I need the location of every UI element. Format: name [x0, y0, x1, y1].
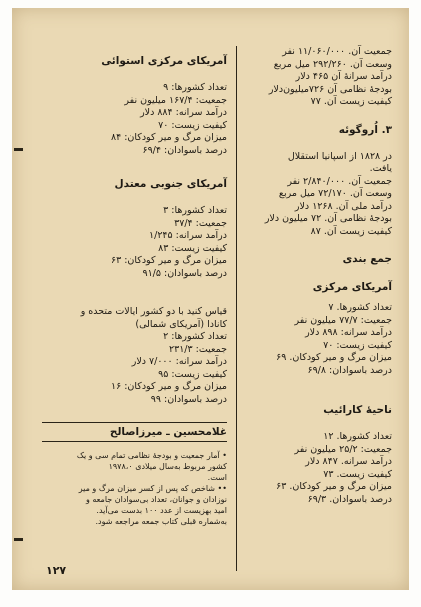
stat-line: کیفیت زیست آن. ۸۷ [310, 225, 392, 237]
page-number: ۱۲۷ [46, 564, 67, 577]
stat-line: جمعیت آن. ۱۱/۰۶۰/۰۰۰ نفر [282, 46, 392, 57]
stat-line: کیفیت زیست آن. ۷۷ [310, 96, 392, 107]
caribbean-stats [242, 431, 392, 506]
binding-mark [14, 148, 23, 151]
stat-line: درآمد سرانه: ۱/۲۴۵ [149, 230, 227, 241]
uruguay-heading: ۳. اُروگوئه [338, 123, 392, 136]
temperate-south-america-heading: آمریکای جنوبی معتدل [114, 178, 227, 190]
north-america-comparison [42, 306, 227, 406]
magazine-page [12, 8, 409, 590]
stat-line: بودجهٔ نظامی آن ۷۲۶میلیون‌دلار [268, 83, 392, 95]
stat-line: کیفیت زیست: ۷۰ [323, 339, 392, 351]
stat-line: میزان مرگ و میر کودکان: ۶۳ [110, 255, 227, 266]
stat-line: درآمد سرانه. ۸۴۷ دلار [305, 456, 392, 467]
temperate-south-america-stats [42, 205, 227, 280]
footnote-line: است. [207, 473, 227, 482]
footnotes [42, 450, 227, 527]
stat-line: کانادا (آمریکای شمالی) [135, 318, 227, 330]
stat-line: تعداد کشورها. ۱۲ [323, 431, 392, 442]
stat-line: درآمد سرانه: ۷/۰۰۰ دلار [131, 356, 227, 367]
stat-line: کیفیت زیست: ۹۵ [158, 368, 227, 380]
stat-line: جمعیت: ۷۷/۷ میلیون نفر [294, 314, 392, 326]
stat-line: جمعیت: ۱۶۷/۴ میلیون نفر [124, 94, 227, 106]
right-top-stats [242, 46, 392, 109]
equatorial-america-heading: آمریکای مرکزی استوائی [101, 55, 227, 67]
footnote-line: امید بهزیست از عدد ۱۰۰ بدست می‌آید. [96, 506, 227, 515]
stat-line: وسعت آن. ۷۲/۱۷۰ میل مربع [278, 188, 392, 199]
stat-line: قیاس کنید با دو کشور ایالات متحده و [80, 306, 227, 317]
stat-line: جمعیت آن. ۲/۸۴۰/۰۰۰ نفر [287, 175, 392, 187]
stat-line: درآمد سرانهٔ آن ۴۶۵ دلار [295, 71, 392, 82]
stat-line: وسعت آن. ۲۹۲/۲۶۰ میل مربع [273, 58, 392, 70]
central-america-heading: آمریکای مرکزی [312, 281, 392, 293]
stat-line: درصد باسوادان. ۶۹/۳ [307, 493, 392, 505]
stat-line: میزان مرگ و میر کودکان. ۶۳ [276, 481, 392, 492]
stat-line: تعداد کشورها. ۷ [328, 302, 392, 313]
footnote-line: به‌شماره قبلی کتاب جمعه مراجعه شود. [95, 517, 227, 526]
stat-line: درآمد سرانه: ۸۹۸ دلار [305, 327, 392, 338]
stat-line: کیفیت زیست. ۷۳ [323, 468, 392, 480]
author-byline: غلامحسین ـ میرزاصالح [42, 422, 227, 442]
stat-line: جمعیت: ۳۷/۴ [174, 217, 227, 229]
stat-line: بودجهٔ نظامی آن. ۷۲ میلیون دلار [264, 213, 392, 224]
stat-line: میزان مرگ و میر کودکان: ۱۶ [110, 381, 227, 392]
summary-heading: جمع بندی [342, 253, 392, 265]
binding-mark [14, 538, 23, 541]
footnote-line: نوزادان و جوانان، تعداد بی‌سوادان جامعه و [85, 495, 227, 504]
footnote-line: • آمار جمعیت و بودجهٔ نظامی تمام سی و یک [76, 451, 227, 460]
central-america-stats [242, 302, 392, 377]
stat-line: تعداد کشورها: ۹ [163, 82, 227, 93]
stat-line: میزان مرگ و میر کودکان: ۸۴ [110, 132, 227, 143]
stat-line: در ۱۸۲۸ از اسپانیا استقلال [287, 150, 392, 162]
uruguay-stats [242, 151, 392, 239]
stat-line: تعداد کشورها: ۲ [163, 331, 227, 342]
stat-line: کیفیت زیست: ۸۳ [158, 242, 227, 254]
stat-line: جمعیت: ۲۵/۲ میلیون نفر [294, 443, 392, 455]
footnote-line: کشور مربوط به‌سال میلادی ۱۹۷۸،۰ [108, 462, 227, 471]
stat-line: تعداد کشورها: ۳ [163, 205, 227, 216]
caribbean-heading: ناحیهٔ کارائیب [323, 404, 392, 416]
stat-line: یافت. [369, 163, 392, 174]
stat-line: درصد باسوادان: ۹۹ [150, 393, 227, 405]
stat-line: درآمد ملی آن. ۱۲۶۸ دلار [294, 200, 392, 212]
right-column [242, 46, 392, 506]
left-column [42, 46, 227, 527]
stat-line: کیفیت زیست: ۷۰ [158, 119, 227, 131]
stat-line: درصد باسوادان: ۶۹/۸ [307, 364, 392, 376]
stat-line: درآمد سرانه: ۸۸۴ دلار [140, 107, 227, 118]
stat-line: درصد باسوادان: ۶۹/۴ [142, 144, 227, 156]
stat-line: جمعیت: ۲۳۱/۳ [169, 343, 227, 355]
column-divider [236, 46, 237, 571]
equatorial-america-stats [42, 82, 227, 157]
footnote-line: •• شاخص که پس از کسر میزان مرگ و میر [78, 484, 227, 493]
stat-line: درصد باسوادان: ۹۱/۵ [142, 267, 227, 279]
stat-line: میزان مرگ و میر کودکان. ۶۹ [276, 352, 392, 363]
